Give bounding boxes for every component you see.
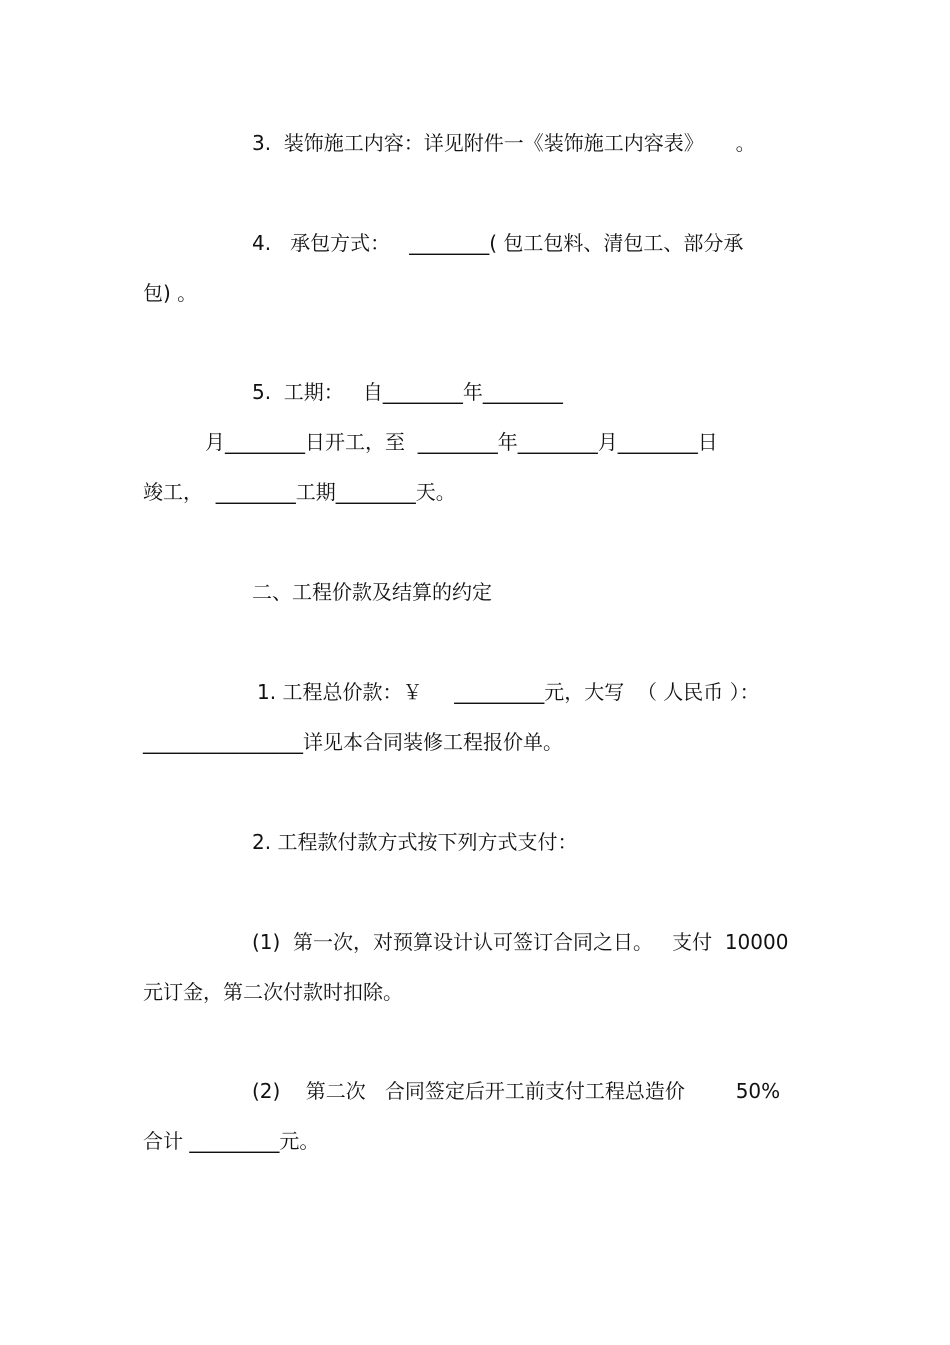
item-5-completion: 竣工， ________工期________天。	[143, 480, 456, 504]
item-4-continuation: 包) 。	[143, 281, 198, 305]
item-5-dates: 月________日开工，至 ________年________月________日	[205, 430, 718, 454]
payment-1-continuation: 元订金，第二次付款时扣除。	[143, 980, 403, 1004]
item-1-total-price: 1. 工程总价款：￥ _________元，大写 （ 人民币 ）：	[257, 680, 760, 704]
item-4-contract-method: 4. 承包方式： ________( 包工包料、清包工、部分承	[252, 231, 744, 255]
item-5-duration: 5. 工期： 自________年________	[252, 380, 563, 404]
item-2-payment-method: 2. 工程款付款方式按下列方式支付：	[252, 830, 578, 854]
section-2-heading: 二、工程价款及结算的约定	[252, 580, 492, 604]
payment-2: (2) 第二次 合同签定后开工前支付工程总造价 50%	[252, 1079, 781, 1103]
item-3-content: 3. 装饰施工内容：详见附件一《装饰施工内容表》 。	[252, 131, 756, 155]
payment-2-continuation: 合计 _________元。	[143, 1129, 320, 1153]
item-1-continuation: ________________详见本合同装修工程报价单。	[143, 730, 563, 754]
payment-1: (1) 第一次，对预算设计认可签订合同之日。 支付 10000	[252, 930, 789, 954]
